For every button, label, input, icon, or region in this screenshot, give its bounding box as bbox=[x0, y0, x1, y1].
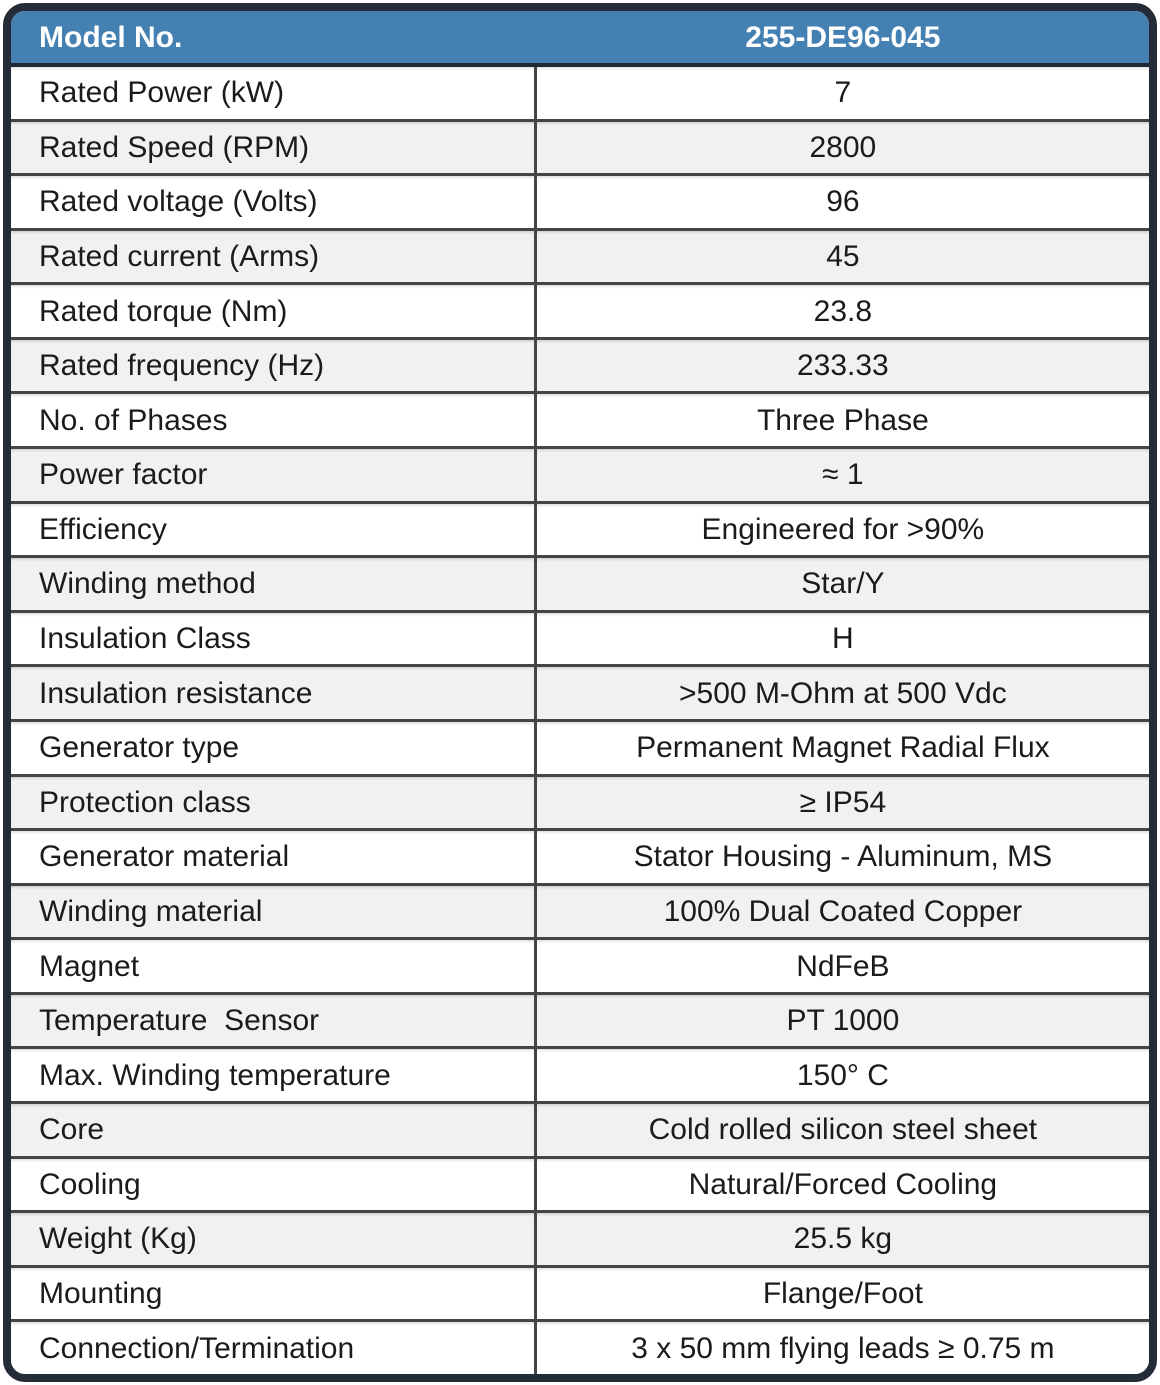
spec-row bbox=[11, 883, 1149, 938]
spec-row bbox=[11, 664, 1149, 719]
spec-label: Mounting bbox=[11, 1268, 537, 1320]
spec-label: Rated Speed (RPM) bbox=[11, 122, 537, 174]
spec-label: Max. Winding temperature bbox=[11, 1049, 537, 1101]
spec-label: Rated Power (kW) bbox=[11, 67, 537, 119]
spec-label: Weight (Kg) bbox=[11, 1213, 537, 1265]
spec-value: 2800 bbox=[809, 130, 877, 164]
spec-row bbox=[11, 1210, 1149, 1265]
spec-row bbox=[11, 937, 1149, 992]
spec-value: 3 x 50 mm flying leads ≥ 0.75 m bbox=[631, 1331, 1055, 1365]
spec-row bbox=[11, 555, 1149, 610]
spec-row bbox=[11, 1156, 1149, 1211]
spec-label: Insulation Class bbox=[11, 613, 537, 665]
spec-row bbox=[11, 1046, 1149, 1101]
table-header-row bbox=[11, 11, 1149, 67]
spec-label: Winding material bbox=[11, 886, 537, 938]
spec-value: ≈ 1 bbox=[822, 458, 864, 492]
spec-label: Generator material bbox=[11, 831, 537, 883]
spec-value: 96 bbox=[826, 185, 860, 219]
spec-label: Rated voltage (Volts) bbox=[11, 176, 537, 228]
spec-row bbox=[11, 719, 1149, 774]
spec-row bbox=[11, 774, 1149, 829]
spec-value: 23.8 bbox=[813, 294, 873, 328]
spec-value: PT 1000 bbox=[786, 1004, 900, 1038]
table-header-model-label: Model No. bbox=[39, 20, 183, 54]
spec-label: Efficiency bbox=[11, 504, 537, 556]
spec-row bbox=[11, 992, 1149, 1047]
spec-value: H bbox=[832, 622, 854, 656]
spec-value: 150° C bbox=[796, 1058, 889, 1092]
spec-value: Natural/Forced Cooling bbox=[688, 1167, 998, 1201]
spec-row bbox=[11, 501, 1149, 556]
spec-label: Insulation resistance bbox=[11, 667, 537, 719]
spec-row bbox=[11, 337, 1149, 392]
spec-value: Star/Y bbox=[801, 567, 885, 601]
spec-label: Power factor bbox=[11, 449, 537, 501]
spec-row bbox=[11, 1265, 1149, 1320]
spec-value: NdFeB bbox=[796, 949, 890, 983]
spec-row bbox=[11, 282, 1149, 337]
spec-table-card bbox=[3, 3, 1157, 1382]
table-body bbox=[11, 67, 1149, 1374]
spec-row bbox=[11, 119, 1149, 174]
spec-row bbox=[11, 1101, 1149, 1156]
spec-label: Generator type bbox=[11, 722, 537, 774]
spec-row bbox=[11, 1319, 1149, 1374]
spec-label: Cooling bbox=[11, 1159, 537, 1211]
spec-row bbox=[11, 446, 1149, 501]
spec-row bbox=[11, 228, 1149, 283]
spec-value: 25.5 kg bbox=[793, 1222, 893, 1256]
spec-row bbox=[11, 67, 1149, 119]
spec-row bbox=[11, 828, 1149, 883]
spec-label: Connection/Termination bbox=[11, 1322, 537, 1374]
spec-value: Permanent Magnet Radial Flux bbox=[636, 731, 1050, 765]
spec-value: Three Phase bbox=[756, 403, 929, 437]
spec-label: Core bbox=[11, 1104, 537, 1156]
spec-value: 100% Dual Coated Copper bbox=[663, 894, 1023, 928]
spec-value: 233.33 bbox=[796, 349, 889, 383]
spec-row bbox=[11, 610, 1149, 665]
spec-label: Rated torque (Nm) bbox=[11, 285, 537, 337]
spec-label: Rated current (Arms) bbox=[11, 231, 537, 283]
table-header-model-number: 255-DE96-045 bbox=[745, 20, 941, 54]
spec-value: Cold rolled silicon steel sheet bbox=[648, 1113, 1038, 1147]
spec-label: No. of Phases bbox=[11, 394, 537, 446]
spec-label: Protection class bbox=[11, 777, 537, 829]
spec-label: Winding method bbox=[11, 558, 537, 610]
spec-value: Engineered for >90% bbox=[701, 512, 985, 546]
spec-label: Magnet bbox=[11, 940, 537, 992]
spec-value: Flange/Foot bbox=[762, 1277, 923, 1310]
spec-value: ≥ IP54 bbox=[799, 785, 887, 819]
spec-row bbox=[11, 173, 1149, 228]
spec-value: 45 bbox=[826, 240, 860, 274]
spec-value: Stator Housing - Aluminum, MS bbox=[633, 840, 1053, 874]
spec-value: 7 bbox=[834, 76, 852, 110]
spec-label: Rated frequency (Hz) bbox=[11, 340, 537, 392]
spec-label: Temperature Sensor bbox=[11, 995, 537, 1047]
spec-row bbox=[11, 391, 1149, 446]
spec-value: >500 M-Ohm at 500 Vdc bbox=[679, 676, 1007, 710]
